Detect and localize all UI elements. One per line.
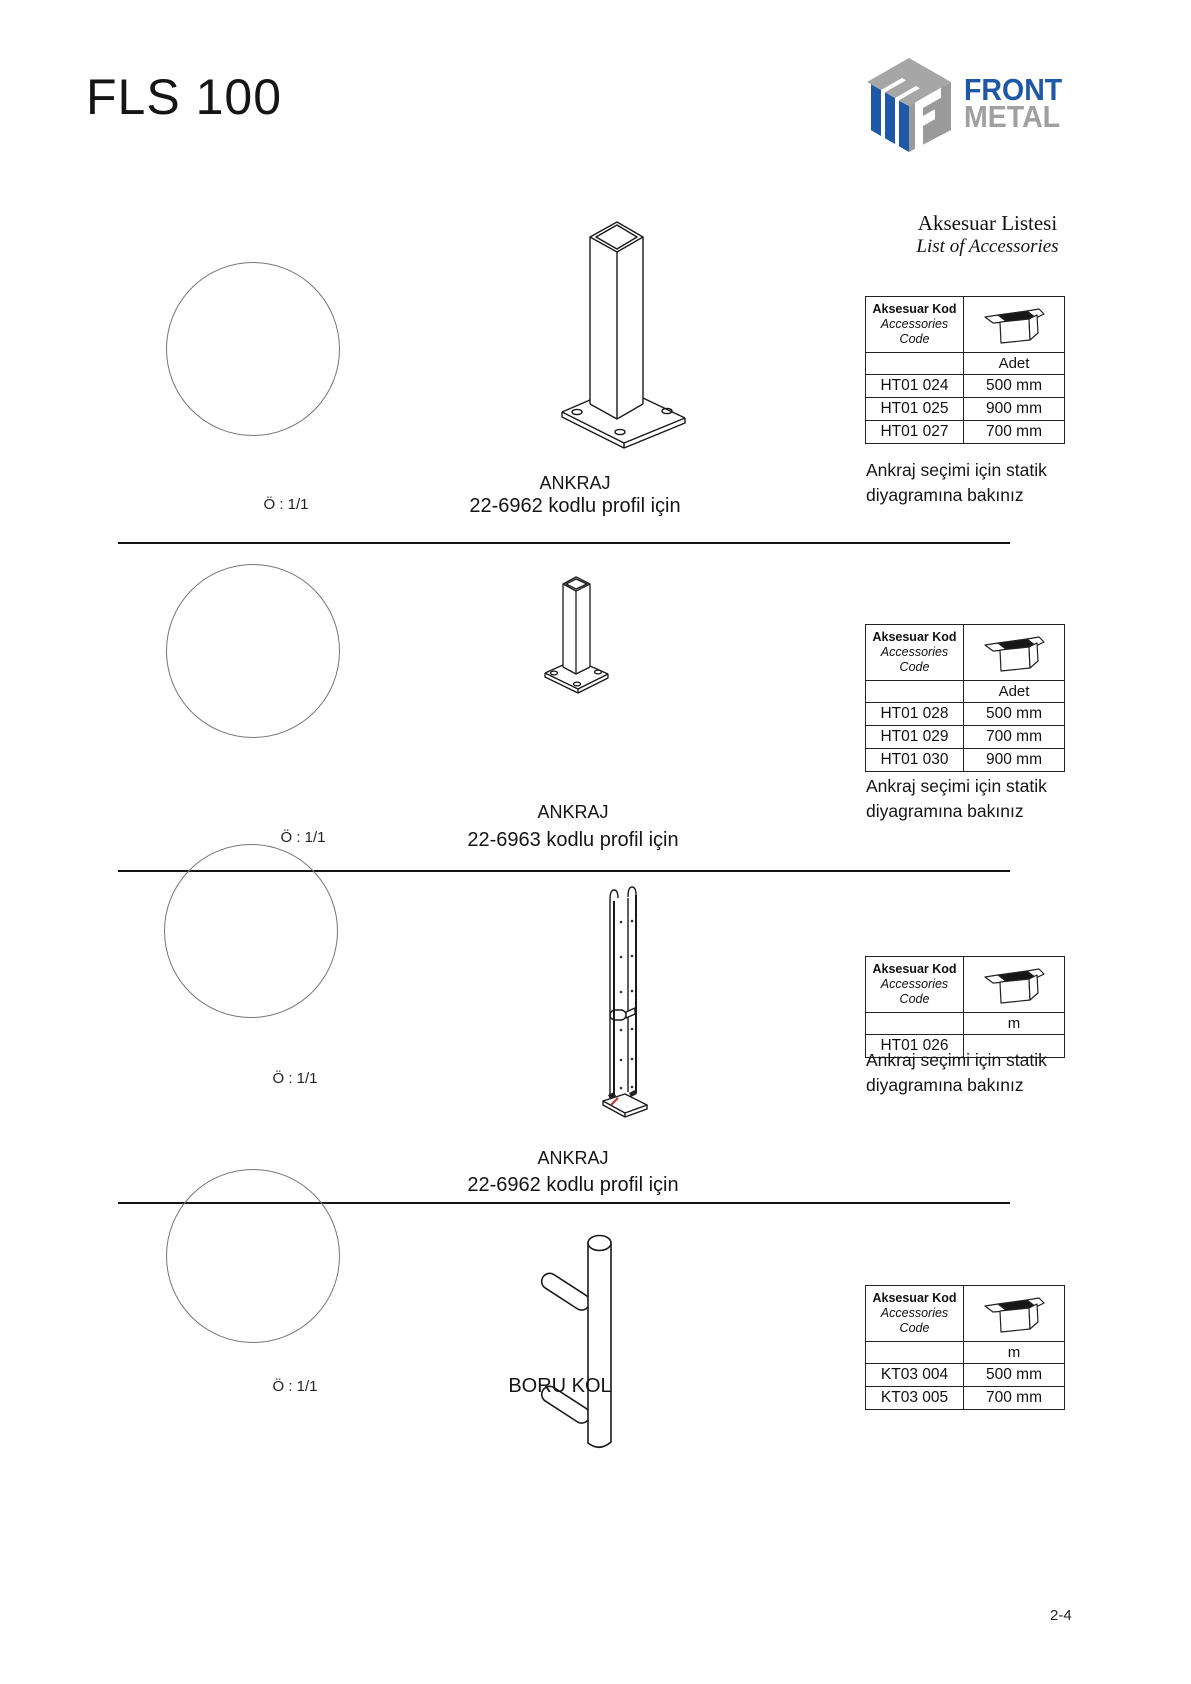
package-box-icon xyxy=(964,297,1064,352)
unit-label: m xyxy=(1007,1344,1021,1361)
accessories-table xyxy=(865,1285,1065,1410)
scale-label: Ö : 1/1 xyxy=(280,829,326,846)
accessories-code-header xyxy=(866,625,964,680)
table-row xyxy=(866,420,1064,443)
header-line-tr: Aksesuar Kod xyxy=(872,630,957,644)
drawing-title: ANKRAJ xyxy=(539,473,611,493)
accessory-code: KT03 004 xyxy=(866,1364,964,1386)
table-row xyxy=(866,397,1064,420)
header-line-tr: Aksesuar Kod xyxy=(872,302,957,316)
header-line-en: Accessories Code xyxy=(880,977,949,1006)
accessory-code: KT03 005 xyxy=(866,1387,964,1409)
empty-cell xyxy=(866,1013,964,1034)
logo-word-front: FRONT xyxy=(964,72,1063,107)
header-line-en: Accessories Code xyxy=(880,317,949,346)
table-row xyxy=(866,374,1064,397)
note-line: diyagramına bakınız xyxy=(866,484,1024,505)
accessory-size: 500 mm xyxy=(986,377,1042,394)
static-diagram-note xyxy=(866,1048,1076,1097)
accessory-code: HT01 030 xyxy=(866,749,964,771)
table-row xyxy=(866,725,1064,748)
accessory-code: HT01 024 xyxy=(866,375,964,397)
header-line-tr: Aksesuar Kod xyxy=(872,962,957,976)
header-line-en: Accessories Code xyxy=(880,645,949,674)
note-line: diyagramına bakınız xyxy=(866,800,1024,821)
note-line: diyagramına bakınız xyxy=(866,1074,1024,1095)
perforated-channel-post-drawing xyxy=(595,885,665,1130)
heading-turkish: Aksesuar Listesi xyxy=(917,211,1058,235)
accessory-size: 900 mm xyxy=(986,400,1042,417)
accessory-code: HT01 027 xyxy=(866,421,964,443)
accessories-code-header xyxy=(866,1286,964,1341)
accessory-code: HT01 029 xyxy=(866,726,964,748)
empty-cell xyxy=(866,1342,964,1363)
heading-english: List of Accessories xyxy=(916,236,1059,257)
static-diagram-note xyxy=(866,458,1076,507)
drawing-subtitle: 22-6962 kodlu profil için xyxy=(469,495,681,517)
logo-word-metal: METAL xyxy=(964,99,1061,134)
accessory-code: HT01 026 xyxy=(866,1035,964,1057)
accessory-size: 700 mm xyxy=(986,423,1042,440)
header-line-en: Accessories Code xyxy=(880,1306,949,1335)
detail-circle xyxy=(166,564,340,738)
scale-label: Ö : 1/1 xyxy=(263,496,309,513)
static-diagram-note xyxy=(866,774,1076,823)
accessory-code: HT01 025 xyxy=(866,398,964,420)
package-box-icon xyxy=(964,625,1064,680)
table-row xyxy=(866,702,1064,725)
accessories-table xyxy=(865,296,1065,444)
accessories-code-header xyxy=(866,957,964,1012)
detail-circle xyxy=(166,1169,340,1343)
accessories-list-heading xyxy=(880,211,1095,258)
note-line: Ankraj seçimi için statik xyxy=(866,776,1047,796)
table-row xyxy=(866,1386,1064,1409)
accessories-table xyxy=(865,956,1065,1058)
drawing-title: BORU KOL xyxy=(508,1375,612,1397)
slim-anchor-post-drawing xyxy=(535,570,635,715)
page-title: FLS 100 xyxy=(86,69,283,125)
accessories-table xyxy=(865,624,1065,772)
drawing-title: ANKRAJ xyxy=(537,802,609,822)
header-line-tr: Aksesuar Kod xyxy=(872,1291,957,1305)
detail-circle xyxy=(166,262,340,436)
unit-label: m xyxy=(1007,1015,1021,1032)
unit-label: Adet xyxy=(998,683,1030,700)
accessory-size: 500 mm xyxy=(986,1366,1042,1383)
empty-cell xyxy=(866,353,964,374)
package-box-icon xyxy=(964,1286,1064,1341)
drawing-subtitle: 22-6963 kodlu profil için xyxy=(467,829,679,851)
accessory-size: 500 mm xyxy=(986,705,1042,722)
table-row xyxy=(866,1363,1064,1386)
tube-arm-drawing xyxy=(525,1225,635,1455)
accessory-size: 700 mm xyxy=(986,1389,1042,1406)
logo-wordmark xyxy=(964,72,1063,134)
unit-label: Adet xyxy=(998,355,1030,372)
note-line: Ankraj seçimi için statik xyxy=(866,460,1047,480)
drawing-subtitle: 22-6962 kodlu profil için xyxy=(467,1174,679,1196)
scale-label: Ö : 1/1 xyxy=(272,1378,318,1395)
square-anchor-post-drawing xyxy=(520,198,690,458)
note-line: Ankraj seçimi için statik xyxy=(866,1050,1047,1070)
accessory-code: HT01 028 xyxy=(866,703,964,725)
package-box-icon xyxy=(964,957,1064,1012)
accessories-code-header xyxy=(866,297,964,352)
accessory-size: 700 mm xyxy=(986,728,1042,745)
table-row xyxy=(866,748,1064,771)
empty-cell xyxy=(866,681,964,702)
scale-label: Ö : 1/1 xyxy=(272,1070,318,1087)
drawing-title: ANKRAJ xyxy=(537,1148,609,1168)
cube-mf-monogram-icon xyxy=(863,56,955,152)
detail-circle xyxy=(164,844,338,1018)
accessory-size: 900 mm xyxy=(986,751,1042,768)
page-number: 2-4 xyxy=(1050,1607,1072,1624)
section-divider xyxy=(118,542,1010,544)
